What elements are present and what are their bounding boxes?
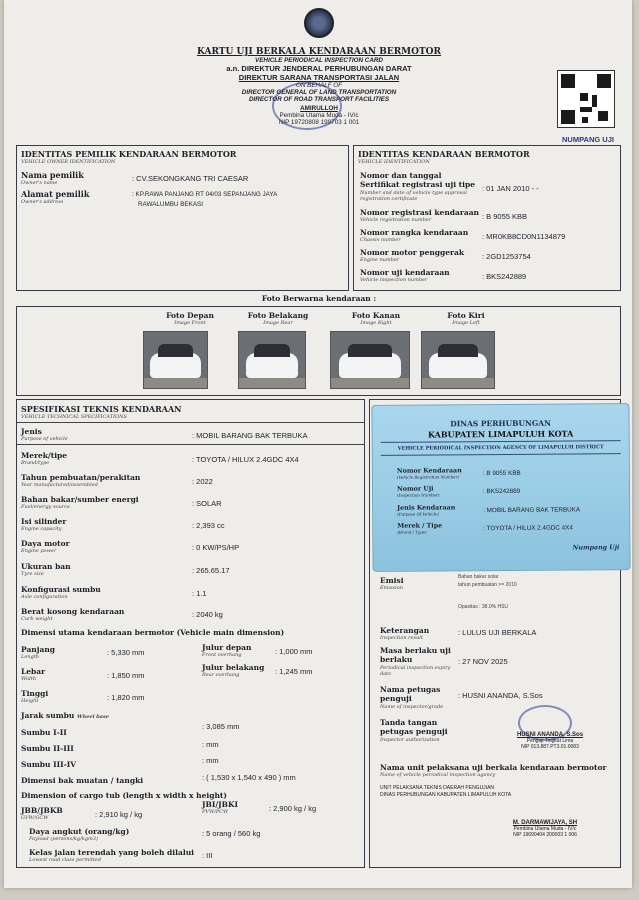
header-stamp [272,82,342,130]
emisi-note2: tahun pembuatan >= 2010 [458,582,517,588]
owner-address-line1: : KP.RAWA PANJANG RT 04/03 SEPANJANG JAYA [132,191,278,198]
owner-address-label-en: Owner's address [21,199,64,205]
spec-label-en: Axle configuration [21,594,68,600]
jbb-label: JBB/JBKB [21,806,63,815]
julur-depan-value: : 1,000 mm [275,647,313,656]
photo-rear-image [238,331,306,389]
vehicle-id-row-label-en: Vehicle registration number [360,217,432,223]
spec-value: : 2,393 cc [192,521,225,530]
inspection-card [4,0,632,888]
sumbu3-value: : mm [202,756,219,765]
tinggi-label: Tinggi [21,689,49,698]
photo-front-image [143,331,208,389]
spec-label: Konfigurasi sumbu [21,585,101,594]
header-line2: DIREKTUR SARANA TRANSPORTASI JALAN [238,73,400,82]
masa-berlaku-label-en: Periodical inspection expiry date [380,665,451,677]
sticker-row-label: Nomor Kendaraan [396,467,462,475]
lebar-label-en: Width [21,676,37,682]
vehicle-id-heading-en: VEHICLE IDENTIFICATION [358,159,430,165]
spec-label-en: Engine capacity [21,526,62,532]
petugas-label: Nama petugas penguji [380,685,441,703]
jbb-label-en: GVW/GCW [21,815,49,821]
qr-code-icon [557,70,615,128]
kelas-jalan-label-en: Lowest road class permitted [29,857,102,863]
jbb-value: : 2,910 kg / kg [95,810,143,819]
emisi-note1: Bahan bakar solar [458,574,499,580]
ttd-label: Tanda tangan petugas penguji [380,718,448,736]
jbi-label: JBI/JBKI [202,800,239,809]
spec-value: : 2022 [192,477,213,486]
owner-heading: IDENTITAS PEMILIK KENDARAAN BERMOTOR [21,149,237,159]
masa-berlaku-label: Masa berlaku uji berlaku [380,646,451,664]
daya-angkut-label-en: Payload (persons/kg/kgm3) [29,836,98,842]
keterangan-label-en: Inspection result [380,635,423,641]
vehicle-id-row-label-en: Number and date of vehicle type approval registration certificate [360,190,467,202]
vehicle-id-row-label-en: Engine number [360,257,400,263]
owner-heading-en: VEHICLE OWNER IDENTIFICATION [21,159,116,165]
sumbu1-value: : 3,085 mm [202,722,240,731]
spec-label: Ukuran ban [21,562,71,571]
daya-angkut-label: Daya angkut (orang/kg) [29,827,130,836]
inspection-sticker [371,403,630,572]
sticker-region: KABUPATEN LIMAPULUH KOTA [427,428,574,440]
header-line4: DIRECTOR GENERAL OF LAND TRANSPORTATION [241,89,397,96]
header-signer: AMIRULLOH [300,105,338,112]
emisi-label: Emisi [380,576,404,585]
daya-angkut-value: : 5 orang / 560 kg [202,829,261,838]
sticker-agency-en: VEHICLE PERIODICAL INSPECTION AGENCY OF LIMAPULUH DISTRICT [397,444,604,452]
spec-value: : 1.1 [192,589,207,598]
spec-label-en: Purpose of vehicle [21,436,68,442]
sticker-row-value: : B 9055 KBB [482,469,521,478]
unit-line2: DINAS PERHUBUNGAN KABUPATEN LIMAPULUH KOTA [380,792,512,798]
spec-value: : 2040 kg [192,610,223,619]
sticker-row-label-en: (Purpose Of Vehicle) [397,511,439,517]
sticker-row-label: Merek / Tipe [397,522,443,530]
masa-berlaku-value: : 27 NOV 2025 [458,657,508,666]
unit-label: Nama unit pelaksana uji berkala kendaraan bermotor [380,763,607,772]
spec-label: Bahan bakar/sumber energi [21,495,139,504]
tinggi-label-en: Height [21,698,39,704]
bak-value: : ( 1,530 x 1,540 x 490 ) mm [202,773,296,782]
kelas-jalan-value: : III [202,851,213,860]
spec-label: Tahun pembuatan/perakitan [21,473,141,482]
owner-address-label: Alamat pemilik [21,189,90,199]
vehicle-id-heading: IDENTITAS KENDARAAN BERMOTOR [358,149,530,159]
vehicle-id-row-label: Nomor dan tanggal Sertifikat registrasi uji tipe [360,171,475,189]
petugas-value: : HUSNI ANANDA, S.Sos [458,691,543,700]
sticker-row-label-en: (Brand / Type) [397,529,427,535]
julur-belakang-label: Julur belakang [202,663,265,672]
julur-depan-label: Julur depan [202,643,252,652]
sumbu1-label: Sumbu I-II [21,728,67,737]
vehicle-id-row-label: Nomor registrasi kendaraan [360,208,480,217]
numpang-uji-label: NUMPANG UJI [562,135,614,144]
sticker-footer: Numpang Uji [572,544,620,552]
julur-depan-label-en: Front overhang [202,652,242,658]
vehicle-id-row-value: : BKS242889 [482,272,527,281]
spec-label: Isi silinder [21,517,67,526]
photos-heading: Foto Berwarna kendaraan : [261,294,377,303]
vehicle-id-row-label: Nomor motor penggerak [360,248,465,257]
emblem-icon [304,8,334,38]
lebar-label: Lebar [21,667,46,676]
panjang-label-en: Length [21,654,39,660]
specs-heading: SPESIFIKASI TEKNIS KENDARAAN [21,404,182,414]
header-line1: a.n. DIREKTUR JENDERAL PERHUBUNGAN DARAT [226,64,412,73]
bak-label: Dimensi bak muatan / tangki [21,776,144,785]
vehicle-id-row-value: : 01 JAN 2010 - - [482,184,539,193]
petugas-label-en: Name of inspector/grade [380,704,444,710]
sticker-row-label: Jenis Kendaraan [397,504,456,512]
header-line3: ON BEHALF OF [295,82,343,89]
card-title-en: VEHICLE PERIODICAL INSPECTION CARD [255,57,383,64]
sticker-agency: DINAS PERHUBUNGAN [450,418,551,429]
spec-label-en: Curb weight [21,616,53,622]
julur-belakang-value: : 1,245 mm [275,667,313,676]
spec-label: Jenis [21,427,42,436]
card-title: KARTU UJI BERKALA KENDARAAN BERMOTOR [197,47,441,57]
vehicle-id-row-label-en: Chassis number [360,237,401,243]
unit-line1: UNIT PELAKSANA TEKNIS DAERAH PENGUJIAN [380,785,495,791]
spec-value: : TOYOTA / HILUX 2.4GDC 4X4 [192,455,299,464]
jbi-label-en: PVW/PCW [202,809,229,815]
spec-label: Merek/tipe [21,451,68,460]
vehicle-id-section [353,145,621,291]
sumbu2-label: Sumbu II-III [21,744,74,753]
tinggi-value: : 1,820 mm [107,693,145,702]
jarak-sumbu-label: Jarak sumbu Wheel base [21,711,109,720]
head-block: M. DARMAWIJAYA, SH Pembina Utama Muda - IV/c NIP 19690404 200003 1 006 [512,820,578,838]
specs-section [16,399,365,868]
jbi-value: : 2,900 kg / kg [269,804,317,813]
owner-address-line2: RAWALUMBU BEKASI [138,201,203,208]
sticker-row-value: : BKS242889 [483,487,521,496]
photo-caption: Foto Kanan Image Right [351,311,401,326]
header-signer-nip: NIP 19720808 199703 1 001 [278,119,360,126]
vehicle-id-row-value: : B 9055 KBB [482,212,528,221]
spec-value: : SOLAR [192,499,222,508]
photo-left-image [421,331,495,389]
ttd-label-en: Inspector authorization [380,737,440,743]
opasitas-value: Opasitas : 38.0% HSU [458,604,509,610]
sticker-row-label-en: (Vehicle Registration Number) [396,474,460,480]
sticker-row-label: Nomor Uji [396,485,434,493]
spec-label: Berat kosong kendaraan [21,607,125,616]
keterangan-value: : LULUS UJI BERKALA [458,628,537,637]
owner-section [16,145,349,291]
owner-name-value: : CV.SEKONGKANG TRI CAESAR [132,174,249,183]
vehicle-id-row-label: Nomor uji kendaraan [360,268,450,277]
dimension-heading: Dimensi utama kendaraan bermotor (Vehicle main dimension) [21,628,285,637]
spec-label-en: Brand/type [21,460,50,466]
spec-value: : MOBIL BARANG BAK TERBUKA [192,431,308,440]
photo-right-image [330,331,410,389]
spec-label-en: Year manufactured/assembled [21,482,98,488]
photo-caption: Foto Kiri Image Left [447,311,485,326]
inspector-block: HUSNI ANANDA, S.Sos Penguji Tingkat Lima NIP 013.887.PT3.01.0083 [516,732,584,750]
specs-heading-en: VEHICLE TECHNICAL SPECIFICATIONS [21,414,127,420]
sumbu3-label: Sumbu III-IV [21,760,77,769]
sticker-row-value: : TOYOTA / HILUX 2.4GDC 4X4 [483,524,573,533]
unit-label-en: Name of vehicle periodical inspection agency [380,772,496,778]
spec-label: Daya motor [21,539,70,548]
sticker-row-label-en: (Inspection Number) [397,492,440,498]
photo-caption: Foto Depan Image Front [166,311,214,326]
julur-belakang-label-en: Rear overhang [202,672,240,678]
photos-section [16,306,621,396]
header-signer-rank: Pembina Utama Muda - IV/c [279,112,359,119]
sticker-row-value: : MOBIL BARANG BAK TERBUKA [483,506,581,515]
spec-label-en: Tyre size [21,571,44,577]
emisi-label-en: Emission [380,585,403,591]
vehicle-id-row-label: Nomor rangka kendaraan [360,228,469,237]
cargo-label: Dimension of cargo tub (length x width x height) [21,791,227,800]
header-line5: DIRECTOR OF ROAD TRANSPORT FACILITIES [248,96,390,103]
vehicle-id-row-value: : 2GD1253754 [482,252,531,261]
spec-value: : 0 KW/PS/HP [192,543,240,552]
vehicle-id-row-label-en: Vehicle inspection number [360,277,428,283]
photo-caption: Foto Belakang Image Rear [247,311,309,326]
keterangan-label: Keterangan [380,626,430,635]
lebar-value: : 1,850 mm [107,671,145,680]
sumbu2-value: : mm [202,740,219,749]
owner-name-label-en: Owner's name [21,180,58,186]
panjang-label: Panjang [21,645,56,654]
spec-label-en: Engine power [21,548,57,554]
kelas-jalan-label: Kelas jalan terendah yang boleh dilalui [29,848,195,857]
vehicle-id-row-value: : MR0KB8CD0N1134879 [482,232,566,241]
spec-label-en: Fuel/energy source [21,504,71,510]
spec-value: : 265.65.17 [192,566,230,575]
owner-name-label: Nama pemilik [21,170,84,180]
panjang-value: : 5,330 mm [107,648,145,657]
